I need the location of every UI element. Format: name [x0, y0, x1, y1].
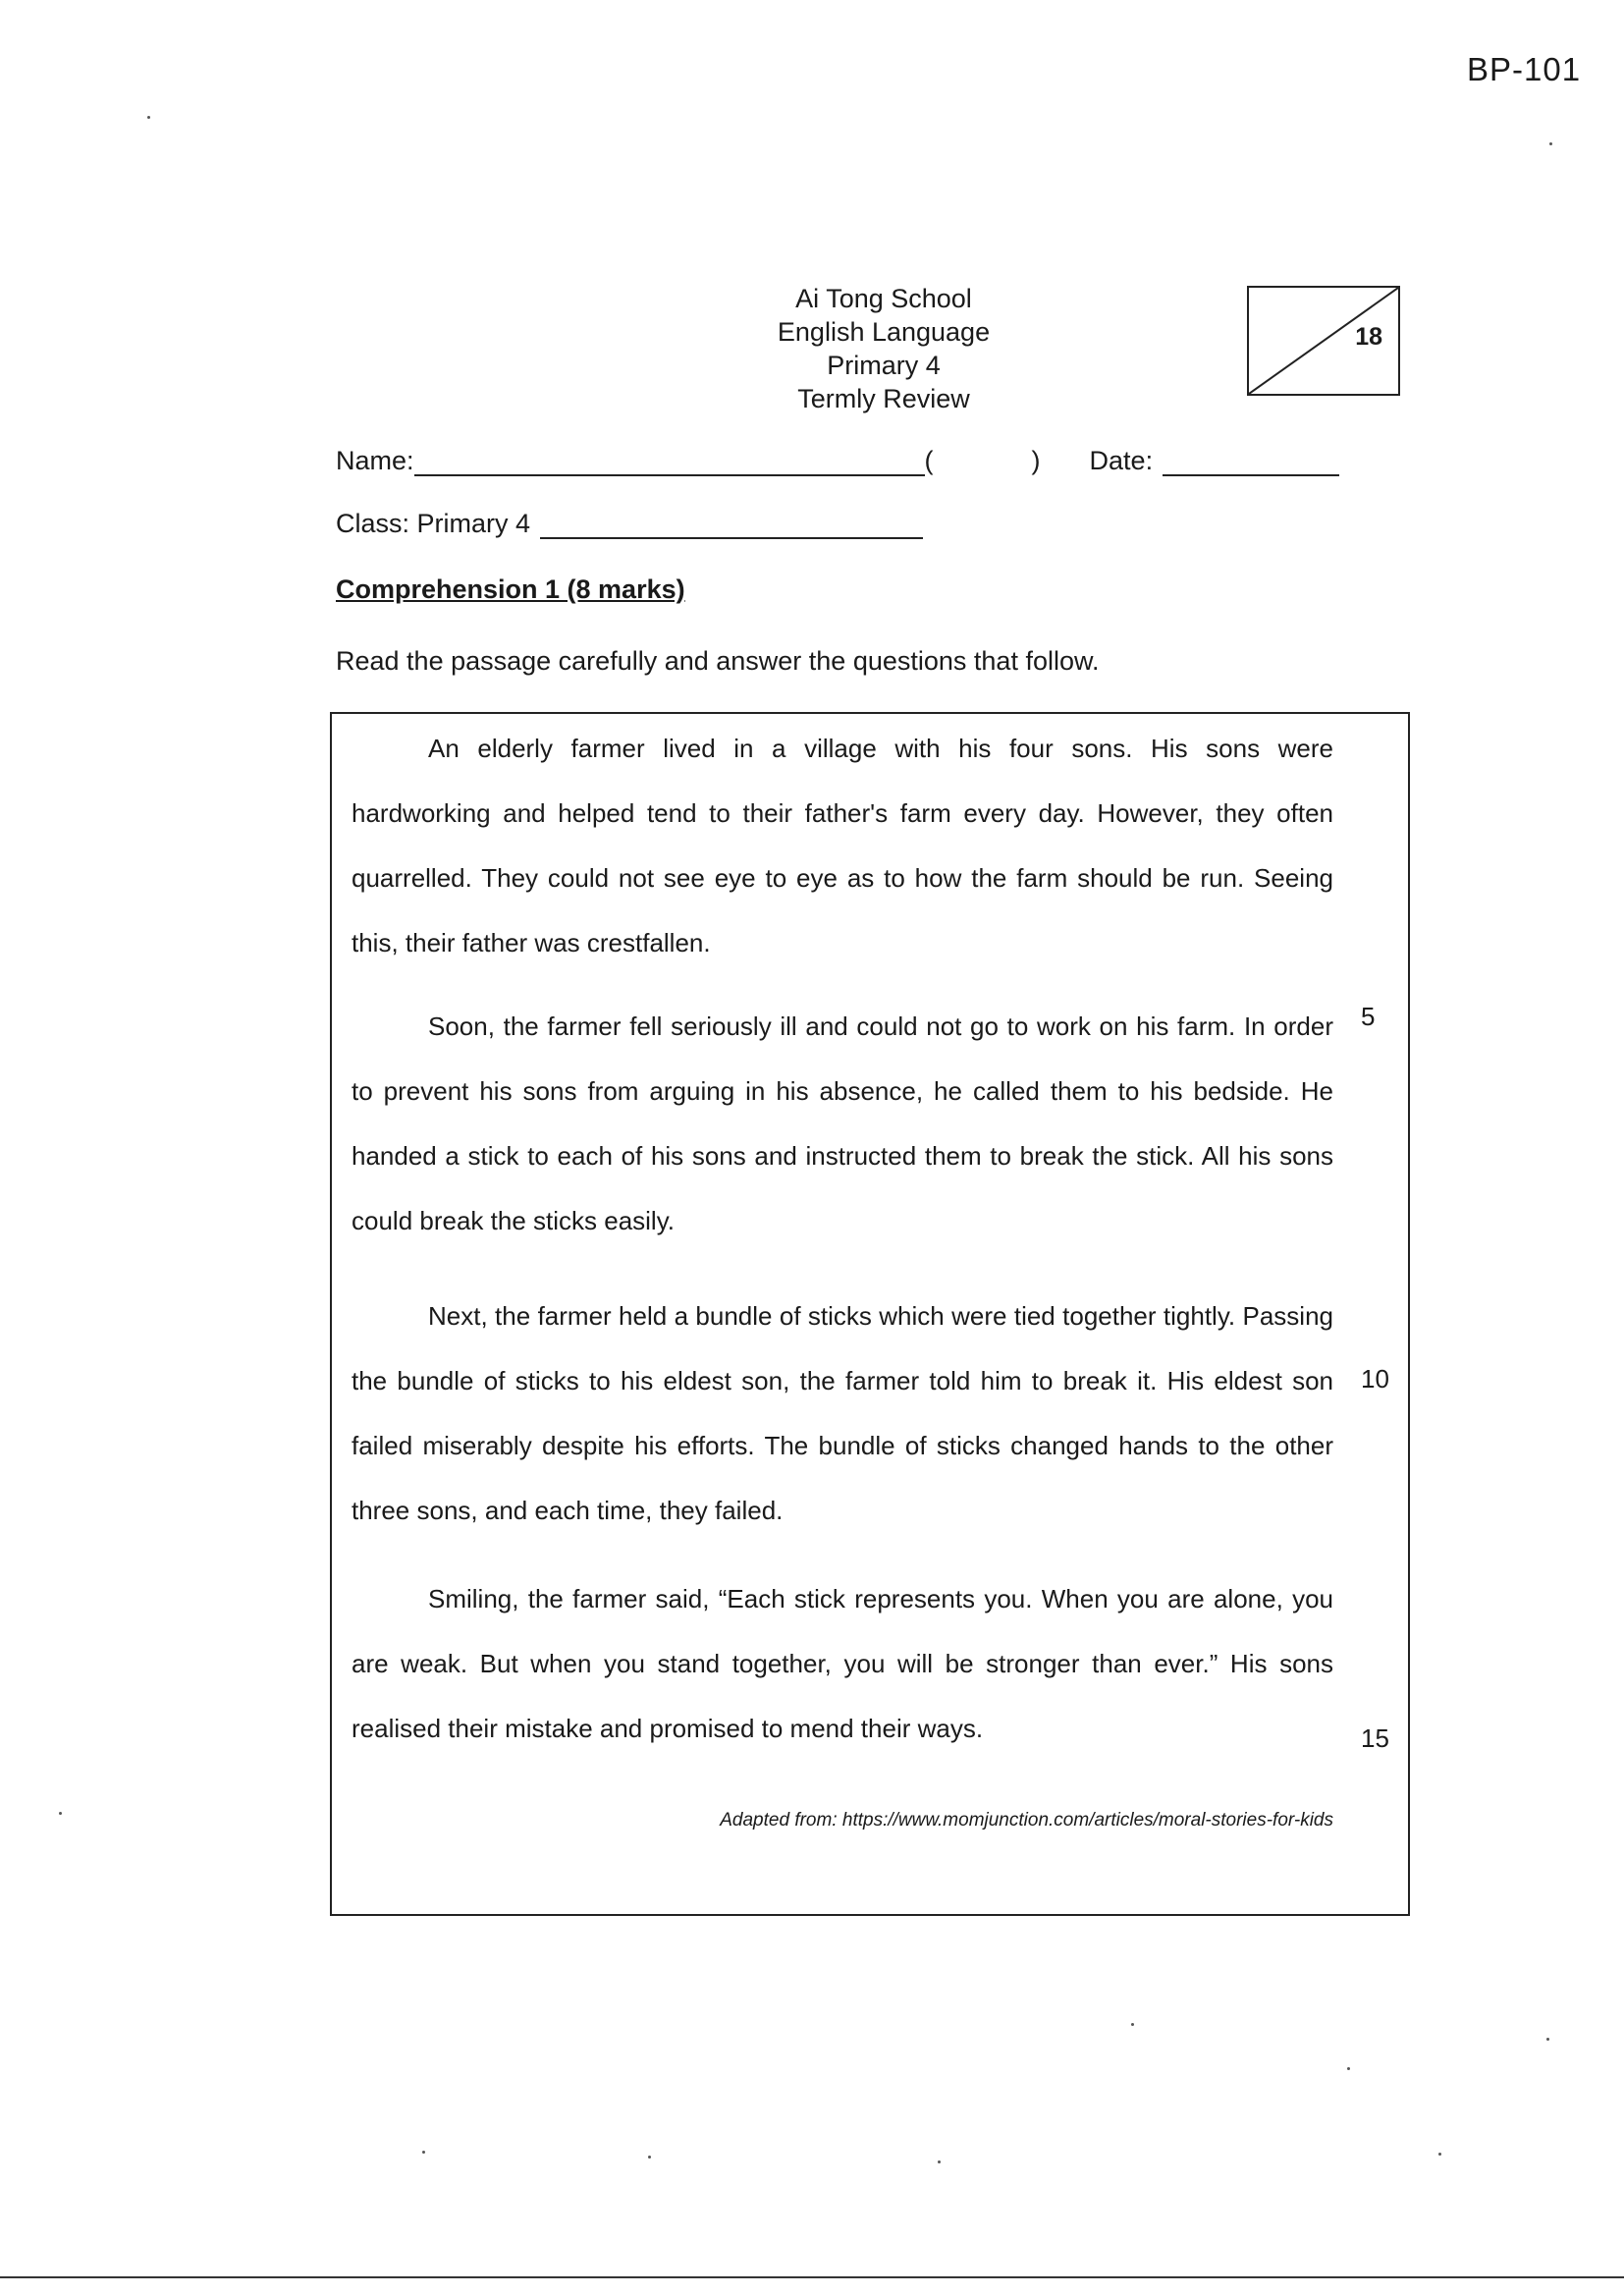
line-number-15: 15 [1361, 1723, 1389, 1753]
name-field[interactable] [414, 449, 925, 476]
name-row [336, 446, 1339, 476]
scan-speck [147, 116, 150, 119]
passage-paragraph-3: Next, the farmer held a bundle of sticks which were tied together tightly. Passing the bundle of sticks to his eldest son, the farmer told him to break it. His eldest son failed miserably despite his efforts. The bundle of sticks changed hands to the other three sons, and each time, they failed. [352, 1301, 1333, 1525]
name-label: Name: [336, 446, 414, 475]
subject-name: English Language [777, 317, 991, 347]
scan-speck [59, 1812, 62, 1815]
scan-speck [1546, 2038, 1549, 2041]
level-name: Primary 4 [827, 351, 941, 380]
exam-name: Termly Review [797, 384, 970, 413]
date-field[interactable] [1163, 449, 1339, 476]
scan-speck [1438, 2153, 1441, 2156]
scan-speck [648, 2156, 651, 2159]
class-label: Class: Primary 4 [336, 509, 531, 538]
bottom-rule [0, 2276, 1624, 2278]
score-box [1247, 286, 1400, 396]
class-field[interactable] [540, 512, 923, 539]
scan-speck [422, 2151, 425, 2154]
scan-speck [1131, 2023, 1134, 2026]
exam-header [677, 282, 1090, 415]
date-label: Date: [1089, 446, 1154, 475]
scan-speck [1549, 142, 1552, 145]
page-code: BP-101 [1467, 51, 1582, 87]
passage-paragraph-2: Soon, the farmer fell seriously ill and could not go to work on his farm. In order to prevent his sons from arguing in his absence, he called them to his bedside. He handed a stick to each of his sons and instructed them to break the stick. All his sons could break the sticks easily. [352, 1011, 1333, 1235]
score-total: 18 [1355, 323, 1382, 351]
scan-speck [938, 2160, 941, 2163]
line-number-10: 10 [1361, 1364, 1389, 1394]
line-number-5: 5 [1361, 1002, 1376, 1031]
index-paren-open: ( [924, 446, 934, 475]
school-name: Ai Tong School [795, 284, 972, 313]
section-title: Comprehension 1 (8 marks) [336, 574, 685, 604]
passage-box [330, 712, 1410, 1916]
class-row [336, 509, 923, 539]
passage-paragraph-1: An elderly farmer lived in a village with his four sons. His sons were hardworking and helped tend to their father's farm every day. However, they often quarrelled. They could not see eye to eye as to how the farm should be run. Seeing this, their father was crestfallen. [352, 734, 1333, 957]
scan-speck [1347, 2067, 1350, 2070]
passage-source: Adapted from: https://www.momjunction.com/articles/moral-stories-for-kids [720, 1810, 1333, 1831]
index-paren-close: ) [1031, 446, 1041, 475]
passage-paragraph-4: Smiling, the farmer said, “Each stick represents you. When you are alone, you are weak. But when you stand together, you will be stronger than ever.” His sons realised their mistake and promised to mend their ways. [352, 1584, 1333, 1743]
instructions: Read the passage carefully and answer the questions that follow. [336, 646, 1100, 676]
